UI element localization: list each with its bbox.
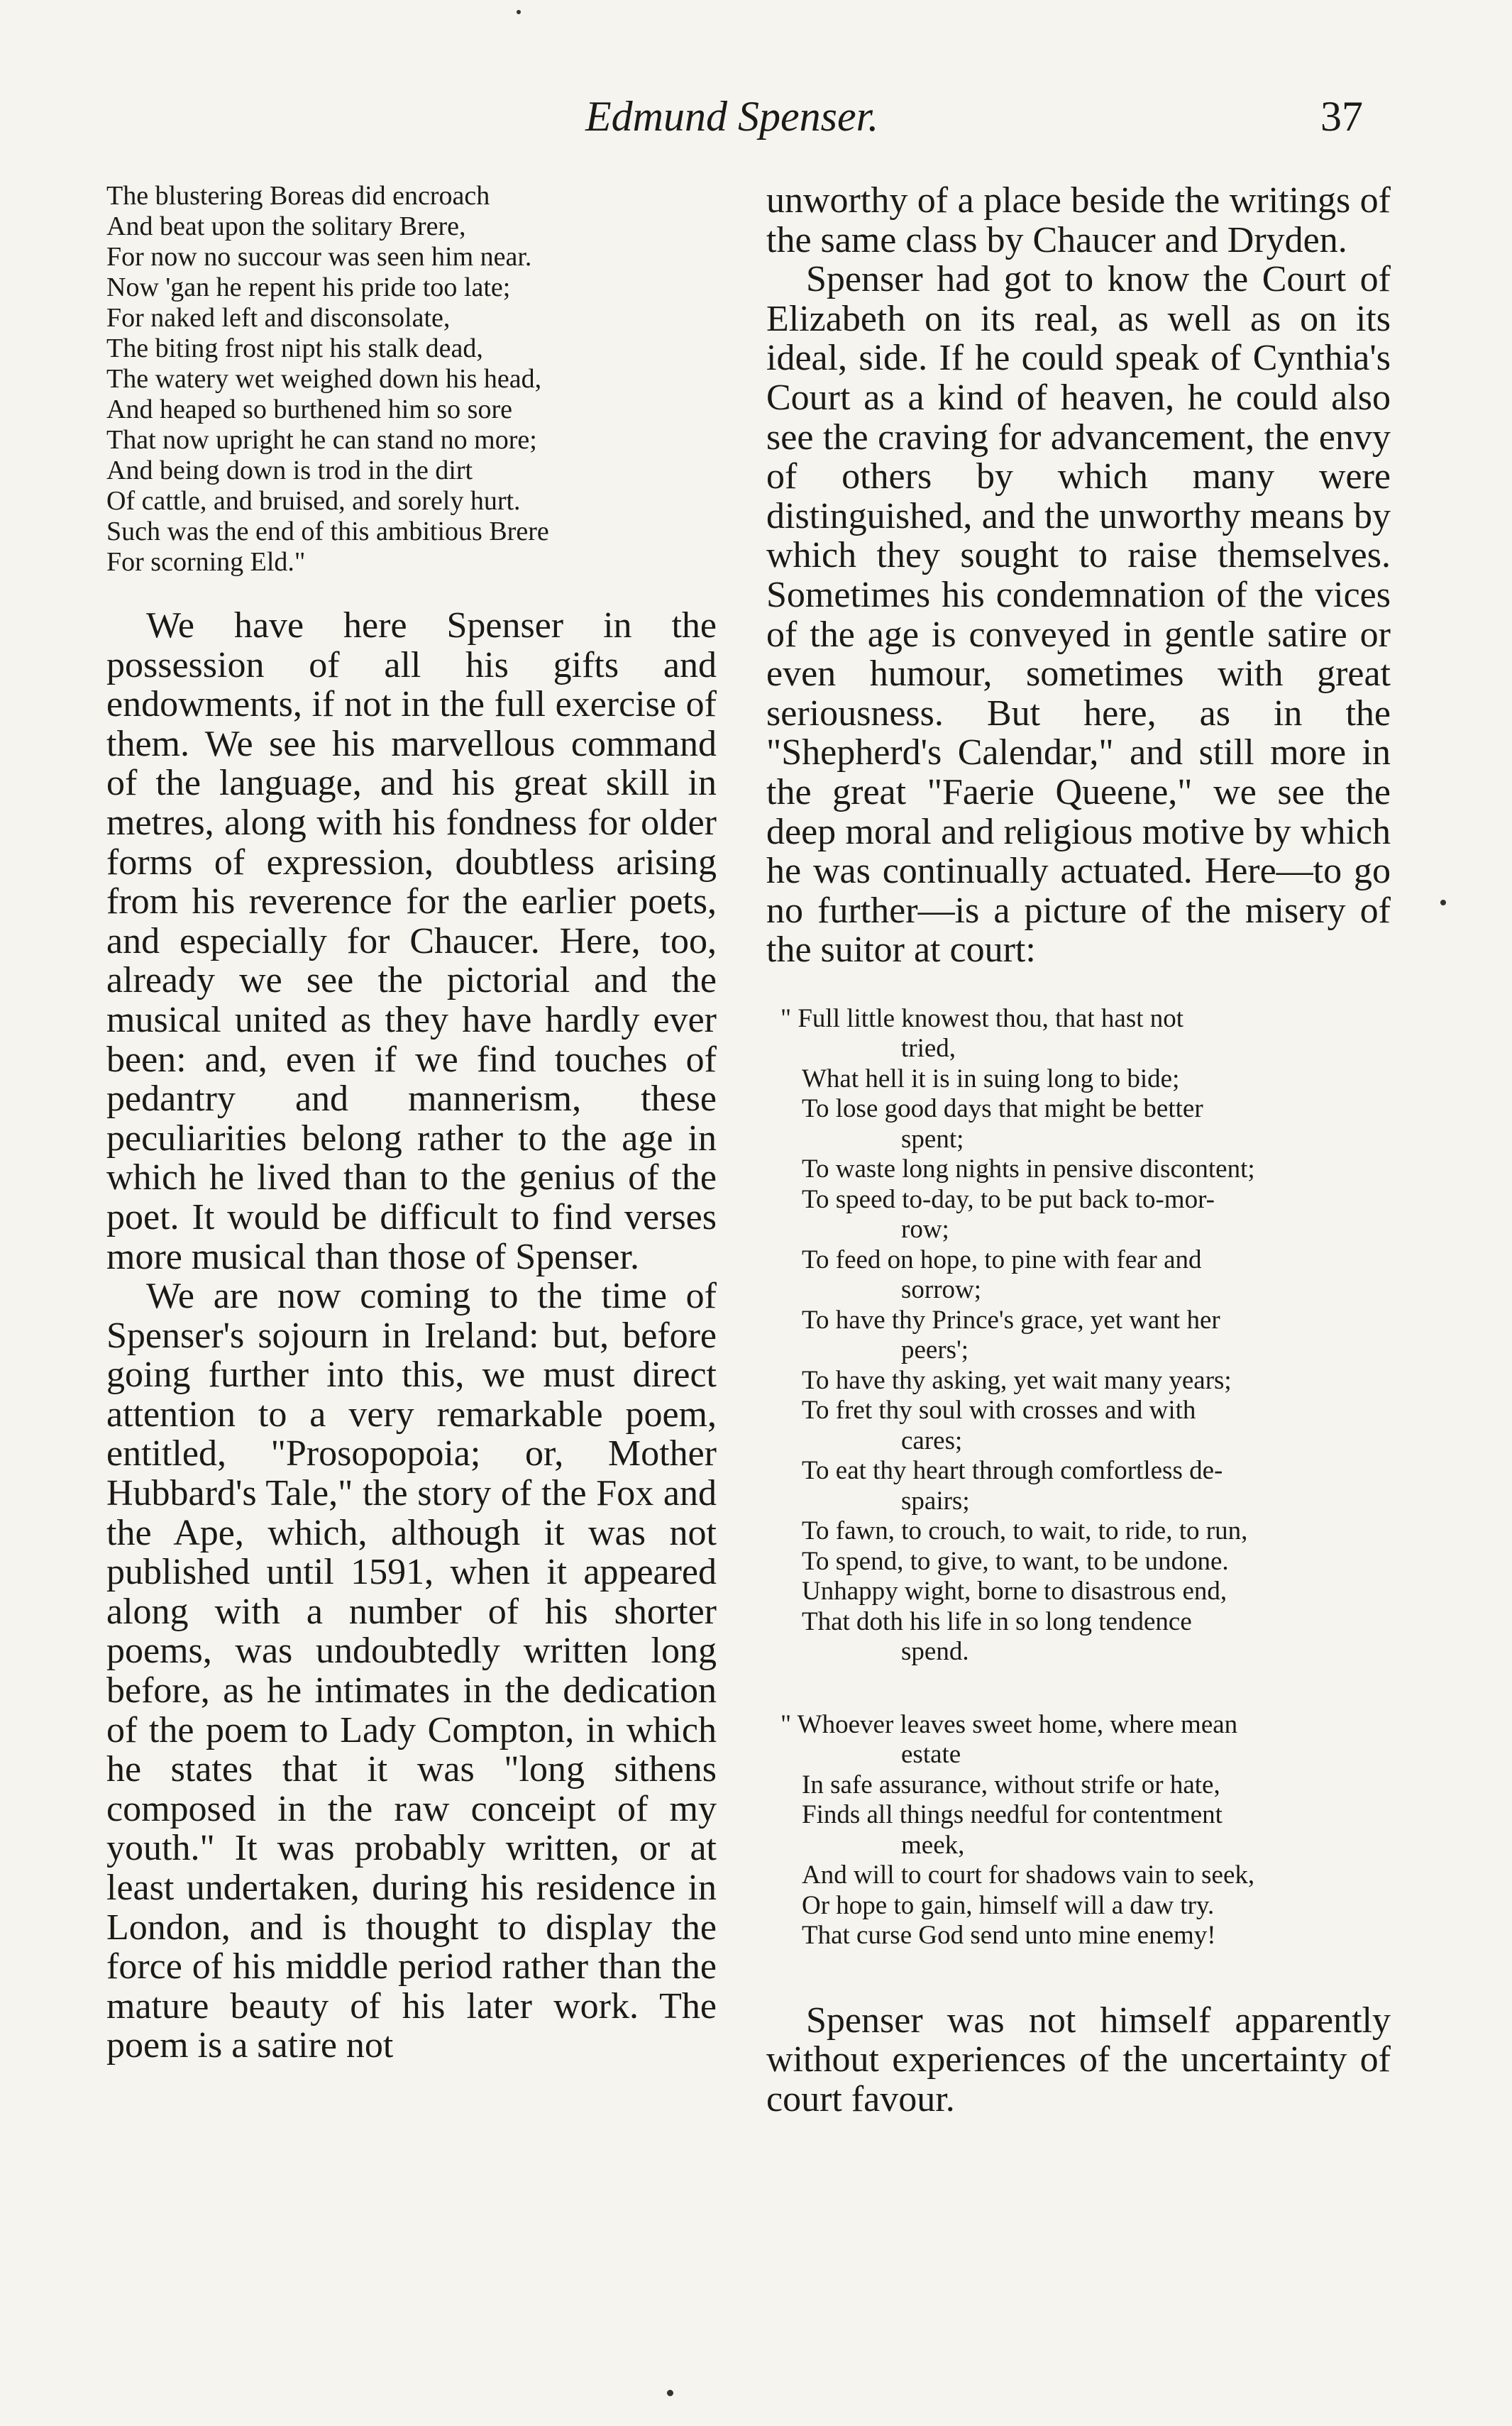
verse-line: The biting frost nipt his stalk dead, [106, 333, 483, 363]
running-header [0, 92, 1512, 149]
verse-line: Or hope to gain, himself will a daw try. [802, 1890, 1215, 1920]
paragraph-court: Spenser had got to know the Court of Elizabeth on its real, as well as on its ideal, side. If he could speak of Cynthia's Court as a kind of heaven, he could also see the craving for advancement, the envy of others by which many were distinguished, and the unworthy means by which they sought to raise themselves. Sometimes his condemnation of the vices of the age is conveyed in gentle satire or even humour, sometimes with great seriousness. But here, as in the "Shepherd's Calendar," and still more in the great "Faerie Queene," we see the deep moral and religious motive by which he was continually actuated. Here—to go no further—is a picture of the misery of the suitor at court: [766, 259, 1391, 971]
verse-line: To waste long nights in pensive discontent; [802, 1154, 1255, 1184]
verse-line: row; [901, 1215, 949, 1245]
verse-line: " Full little knowest thou, that hast not [780, 1003, 1184, 1033]
verse-line: To speed to-day, to be put back to-mor- [802, 1184, 1215, 1214]
verse-line: And will to court for shadows vain to seek, [802, 1860, 1255, 1890]
paragraph-ireland: We are now coming to the time of Spenser's sojourn in Ireland: but, before going further into this, we must direct attention to a very remarkable poem, entitled, "Prosopopoia; or, Mother Hubbard's Tale," the story of the Fox and the Ape, which, although it was not published until 1591, when it appeared along with a number of his shorter poems, was undoubtedly written long before, as he intimates in the dedication of the poem to Lady Compton, in which he states that it was "long sithens composed in the raw conceipt of my youth." It was probably written, or at least undertaken, during his residence in London, and is thought to display the force of his middle period rather than the mature beauty of his later work. The poem is a satire not [106, 1276, 717, 2066]
print-speck-top [517, 10, 521, 14]
verse-line: Now 'gan he repent his pride too late; [106, 272, 511, 302]
left-column [106, 181, 717, 2066]
verse-line: To feed on hope, to pine with fear and [802, 1245, 1202, 1274]
print-speck-bottom [667, 2390, 673, 2396]
verse-line: To fret thy soul with crosses and with [802, 1396, 1196, 1426]
verse-line: To have thy asking, yet wait many years; [802, 1365, 1232, 1395]
verse-line: To spend, to give, to want, to be undone. [802, 1546, 1229, 1576]
verse-quote-boreas [106, 181, 717, 578]
verse-line: Finds all things needful for contentment [802, 1800, 1223, 1830]
verse-line: Of cattle, and bruised, and sorely hurt. [106, 486, 521, 516]
verse-line: For naked left and disconsolate, [106, 303, 451, 333]
verse-line: To lose good days that might be better [802, 1094, 1203, 1124]
verse-line: To have thy Prince's grace, yet want her [802, 1305, 1220, 1335]
verse-line: And beat upon the solitary Brere, [106, 211, 466, 241]
paragraph-gifts: We have here Spenser in the possession of all his gifts and endowments, if not in the full exercise of them. We see his marvellous command of the language, and his great skill in metres, along with his fondness for older forms of expression, doubtless arising from his reverence for the earlier poets, and especially for Chaucer. Here, too, already we see the pictorial and the musical united as they have hardly ever been: and, even if we find touches of pedantry and mannerism, these peculiarities belong rather to the age in which he lived than to the genius of the poet. It would be difficult to find verses more musical than those of Spenser. [106, 605, 717, 1277]
verse-line: meek, [901, 1830, 965, 1860]
verse-line: For now no succour was seen him near. [106, 242, 532, 272]
verse-line: tried, [901, 1034, 956, 1064]
verse-line: The blustering Boreas did encroach [106, 181, 490, 211]
verse-line: In safe assurance, without strife or hate, [802, 1770, 1220, 1799]
verse-line: spairs; [901, 1486, 970, 1516]
verse-line: sorrow; [901, 1275, 982, 1305]
page-number: 37 [1320, 93, 1363, 140]
right-column [766, 181, 1391, 2119]
verse-line: What hell it is in suing long to bide; [802, 1064, 1180, 1093]
verse-line: That now upright he can stand no more; [106, 425, 537, 455]
verse-line: spent; [901, 1124, 964, 1154]
verse-line: That curse God send unto mine enemy! [802, 1921, 1216, 1951]
verse-line: estate [901, 1740, 961, 1770]
verse-line: Such was the end of this ambitious Brere [106, 517, 549, 546]
verse-quote-suitor [766, 1004, 1391, 1667]
verse-line: That doth his life in so long tendence [802, 1606, 1192, 1636]
verse-line: To fawn, to crouch, to wait, to ride, to run, [802, 1516, 1248, 1546]
verse-line: To eat thy heart through comfortless de- [802, 1456, 1223, 1486]
paragraph-unworthy: unworthy of a place beside the writings of the same class by Chaucer and Dryden. [766, 180, 1391, 260]
verse-line: peers'; [901, 1335, 969, 1365]
verse-line: Unhappy wight, borne to disastrous end, [802, 1577, 1227, 1606]
verse-line: spend. [901, 1637, 969, 1667]
verse-line: And being down is trod in the dirt [106, 456, 473, 485]
print-speck-margin [1440, 900, 1446, 905]
verse-quote-home [766, 1710, 1391, 1951]
verse-line: " Whoever leaves sweet home, where mean [780, 1709, 1238, 1739]
verse-line: The watery wet weighed down his head, [106, 364, 542, 394]
verse-line: cares; [901, 1426, 963, 1455]
verse-line: For scorning Eld." [106, 547, 306, 577]
running-title: Edmund Spenser. [585, 93, 879, 140]
verse-line: And heaped so burthened him so sore [106, 395, 512, 424]
paragraph-court-favour: Spenser was not himself apparently without experiences of the uncertainty of court favour. [766, 2000, 1391, 2120]
